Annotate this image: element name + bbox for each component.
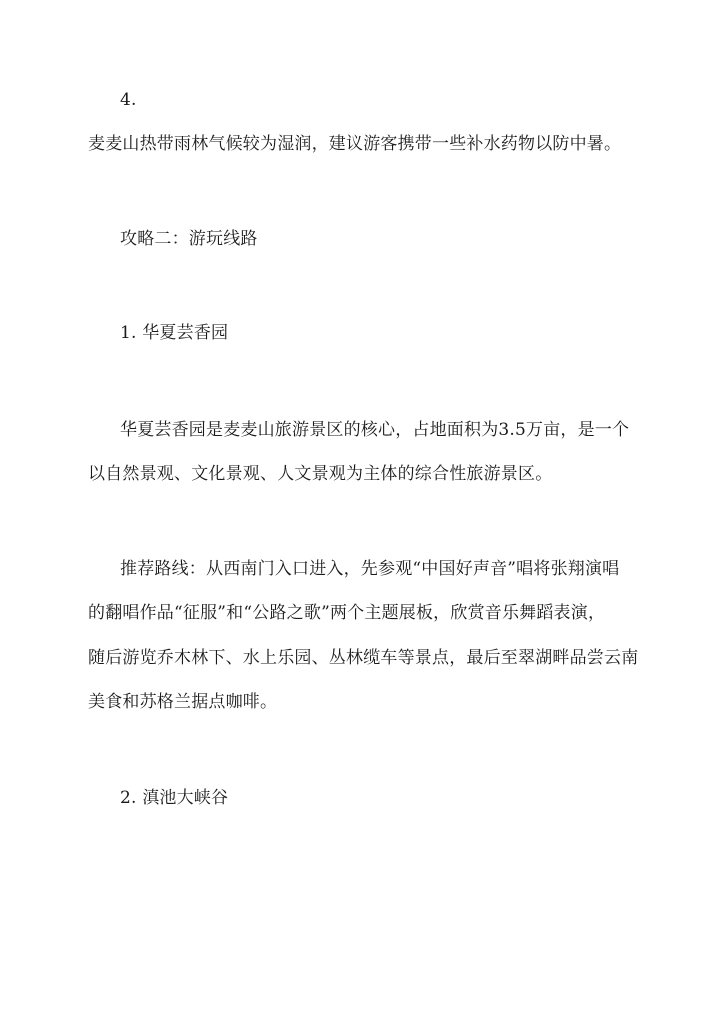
item-4-number: 4. <box>120 90 137 110</box>
subsection-2-heading: 2. 滇池大峡谷 <box>120 788 229 808</box>
route-paragraph-line: 随后游览乔木林下、水上乐园、丛林缆车等景点，最后至翠湖畔品尝云南 <box>88 648 639 668</box>
route-paragraph-line: 推荐路线：从西南门入口进入，先参观“中国好声音”唱将张翔演唱 <box>120 559 620 579</box>
route-paragraph-line: 美食和苏格兰据点咖啡。 <box>88 692 278 712</box>
item-4-text: 麦麦山热带雨林气候较为湿润，建议游客携带一些补水药物以防中暑。 <box>88 134 622 154</box>
section-heading: 攻略二：游玩线路 <box>120 229 258 249</box>
subsection-1-paragraph-line: 华夏芸香园是麦麦山旅游景区的核心，占地面积为3.5万亩，是一个 <box>120 420 630 440</box>
subsection-1-paragraph-line: 以自然景观、文化景观、人文景观为主体的综合性旅游景区。 <box>88 464 553 484</box>
route-paragraph-line: 的翻唱作品“征服”和“公路之歌”两个主题展板，欣赏音乐舞蹈表演， <box>88 603 606 623</box>
subsection-1-heading: 1. 华夏芸香园 <box>120 323 229 343</box>
